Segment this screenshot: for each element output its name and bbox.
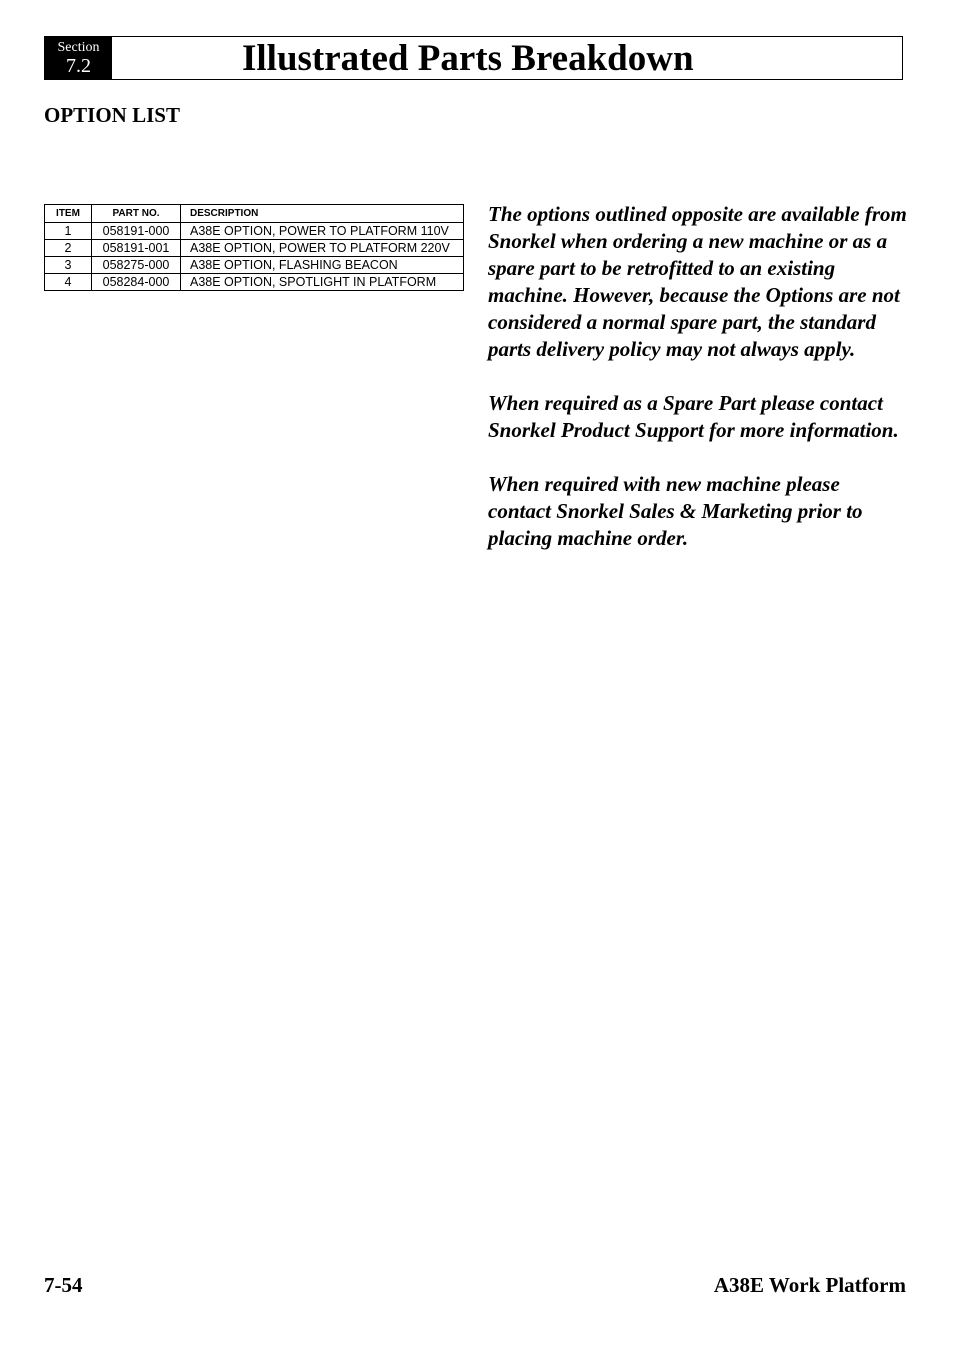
footer-product-name: A38E Work Platform	[713, 1273, 906, 1297]
cell-item: 2	[45, 240, 92, 257]
page-title: Illustrated Parts Breakdown	[242, 38, 694, 79]
column-header-description: DESCRIPTION	[181, 205, 464, 223]
cell-description: A38E OPTION, POWER TO PLATFORM 220V	[181, 240, 464, 257]
table-row	[45, 257, 464, 274]
cell-item: 3	[45, 257, 92, 274]
column-header-part-no: PART NO.	[92, 205, 181, 223]
note-paragraph: The options outlined opposite are available from Snorkel when ordering a new machine or as a spare part to be retrofitted to an existing machine. However, because the Options are not considered a normal spare part, the standard parts delivery policy may not always apply.	[488, 202, 907, 361]
option-table	[44, 204, 464, 291]
note-paragraph: When required with new machine please contact Snorkel Sales & Marketing prior to placing machine order.	[488, 472, 863, 550]
section-label: Section	[57, 40, 100, 55]
cell-description: A38E OPTION, SPOTLIGHT IN PLATFORM	[181, 274, 464, 291]
column-header-item: ITEM	[45, 205, 92, 223]
section-number: 7.2	[66, 55, 91, 77]
page-number: 7-54	[44, 1273, 83, 1297]
cell-part-no: 058191-000	[92, 223, 181, 240]
table-row	[45, 240, 464, 257]
options-notes	[488, 201, 908, 579]
cell-description: A38E OPTION, FLASHING BEACON	[181, 257, 464, 274]
cell-part-no: 058284-000	[92, 274, 181, 291]
cell-description: A38E OPTION, POWER TO PLATFORM 110V	[181, 223, 464, 240]
cell-part-no: 058191-001	[92, 240, 181, 257]
cell-item: 1	[45, 223, 92, 240]
section-badge	[45, 37, 112, 80]
note-paragraph: When required as a Spare Part please contact Snorkel Product Support for more information.	[488, 391, 899, 442]
option-list-heading: OPTION LIST	[44, 103, 180, 127]
page-header	[44, 36, 903, 80]
table-row	[45, 223, 464, 240]
cell-part-no: 058275-000	[92, 257, 181, 274]
table-header-row	[45, 205, 464, 223]
table-row	[45, 274, 464, 291]
cell-item: 4	[45, 274, 92, 291]
